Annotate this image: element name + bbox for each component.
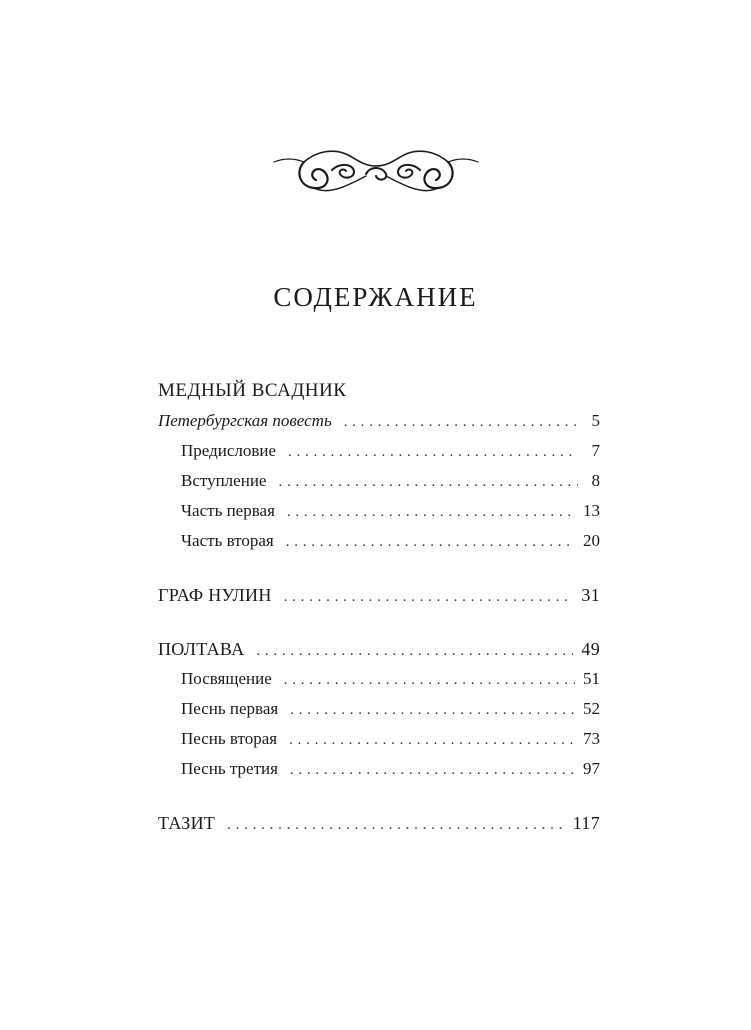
toc-entry-label: Петербургская повесть xyxy=(158,411,332,430)
toc-entry-predislovie[interactable] xyxy=(158,436,600,466)
toc-entry-label: Посвящение xyxy=(181,669,272,688)
toc-entry-label: Песнь вторая xyxy=(181,729,278,748)
dot-leader xyxy=(256,636,573,666)
toc-entry-chast-pervaya[interactable] xyxy=(158,496,600,526)
toc-entry-label: ПОЛТАВА xyxy=(158,639,245,659)
dot-leader xyxy=(344,407,578,437)
toc-entry-posvyashchenie[interactable] xyxy=(158,664,600,694)
toc-entry-label: Песнь первая xyxy=(181,699,279,718)
toc-entry-label: Часть вторая xyxy=(181,531,274,550)
toc-page-number: 8 xyxy=(591,471,600,490)
toc-page-number: 5 xyxy=(591,411,600,430)
toc-entry-pesn-vtoraya[interactable] xyxy=(158,724,600,754)
dot-leader xyxy=(289,725,575,755)
toc-entry-tazit[interactable] xyxy=(158,808,600,838)
toc-entry-vstuplenie[interactable] xyxy=(158,466,600,496)
toc-page-number: 97 xyxy=(583,759,600,778)
toc-entry-label: ГРАФ НУЛИН xyxy=(158,585,272,605)
dot-leader xyxy=(227,810,565,840)
toc-page-number: 73 xyxy=(583,729,600,748)
toc-entry-pesn-pervaya[interactable] xyxy=(158,694,600,724)
toc-entry-label: Предисловие xyxy=(181,441,277,460)
toc-section-title: МЕДНЫЙ ВСАДНИК xyxy=(158,380,347,401)
dot-leader xyxy=(288,437,578,467)
toc-page-number: 49 xyxy=(581,639,600,659)
dot-leader xyxy=(290,755,575,785)
toc-entry-pesn-tretiya[interactable] xyxy=(158,754,600,784)
toc-page-number: 51 xyxy=(583,669,600,688)
dot-leader xyxy=(286,527,575,557)
dot-leader xyxy=(287,497,575,527)
toc-group-mednyi-vsadnik xyxy=(158,376,600,556)
toc-entry-graf-nulin[interactable] xyxy=(158,580,600,610)
section-spacer xyxy=(158,556,600,580)
section-spacer xyxy=(158,784,600,808)
toc-page-number: 117 xyxy=(572,813,600,833)
table-of-contents xyxy=(158,376,600,838)
toc-entry-label: Вступление xyxy=(181,471,267,490)
toc-page-number: 31 xyxy=(581,585,600,605)
toc-entry-poltava[interactable] xyxy=(158,634,600,664)
flourish-ornament-icon xyxy=(270,140,482,202)
toc-page-number: 20 xyxy=(583,531,600,550)
toc-entry-label: Песнь третия xyxy=(181,759,278,778)
dot-leader xyxy=(278,467,578,497)
dot-leader xyxy=(284,665,575,695)
toc-page-number: 7 xyxy=(591,441,600,460)
toc-page-number: 13 xyxy=(583,501,600,520)
toc-entry-chast-vtoraya[interactable] xyxy=(158,526,600,556)
dot-leader xyxy=(290,695,575,725)
toc-group-poltava xyxy=(158,634,600,784)
toc-entry-peterburgskaya-povest[interactable] xyxy=(158,406,600,436)
page-title: СОДЕРЖАНИЕ xyxy=(273,282,478,312)
toc-page-number: 52 xyxy=(583,699,600,718)
toc-entry-label: ТАЗИТ xyxy=(158,813,216,833)
toc-entry-label: Часть первая xyxy=(181,501,275,520)
section-spacer xyxy=(158,610,600,634)
dot-leader xyxy=(284,582,574,612)
